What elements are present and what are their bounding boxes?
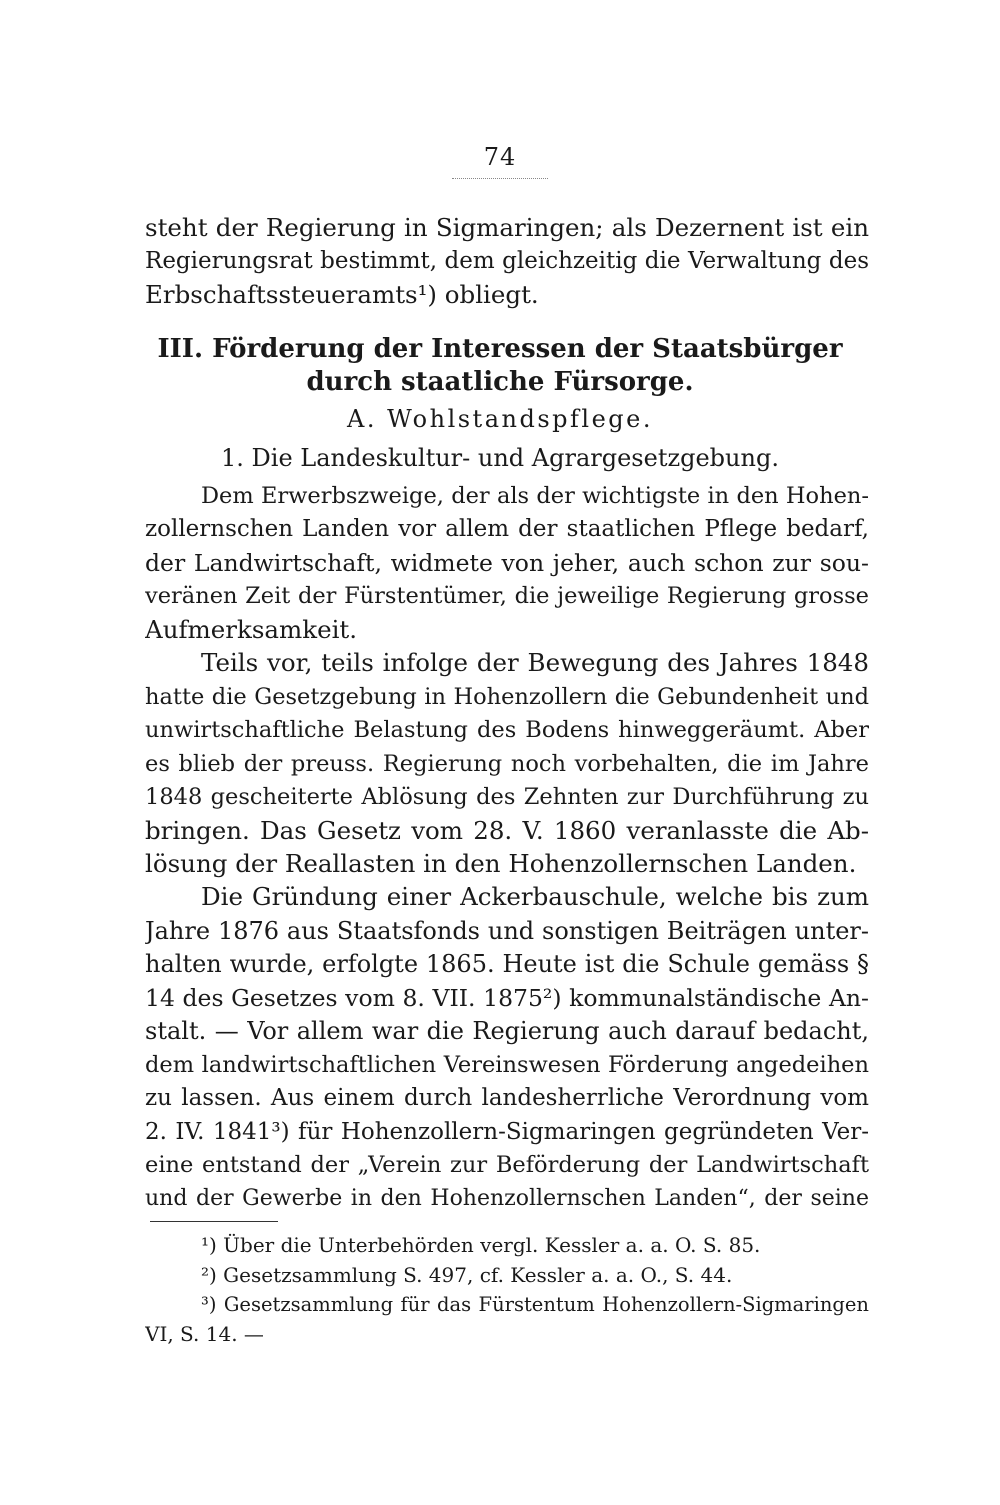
paragraph-2-line: 1848 gescheiterte Ablösung des Zehnten zur Durchführung zu (145, 784, 869, 810)
paragraph-3-line: dem landwirtschaftlichen Vereinswesen Förderung angedeihen (145, 1052, 869, 1078)
paragraph-2-line: hatte die Gesetzgebung in Hohenzollern die Gebundenheit und (145, 684, 869, 710)
paragraph-3-line: 14 des Gesetzes vom 8. VII. 1875²) kommunalständische An- (145, 984, 869, 1012)
intro-line: Erbschaftssteueramts¹) obliegt. (145, 280, 539, 309)
topic-heading: 1. Die Landeskultur- und Agrargesetzgebung. (221, 444, 779, 472)
paragraph-2-line: unwirtschaftliche Belastung des Bodens hinweggeräumt. Aber (145, 717, 869, 743)
footnote-divider (150, 1221, 278, 1222)
intro-line: Regierungsrat bestimmt, dem gleichzeitig die Verwaltung des (145, 248, 869, 274)
paragraph-2-line: bringen. Das Gesetz vom 28. V. 1860 veranlasste die Ab- (145, 816, 869, 845)
paragraph-1-line: der Landwirtschaft, widmete von jeher, auch schon zur sou- (145, 549, 869, 577)
paragraph-2-line: lösung der Reallasten in den Hohenzollernschen Landen. (145, 849, 857, 878)
footnote-3: ³) Gesetzsammlung für das Fürstentum Hohenzollern-Sigmaringen (201, 1293, 869, 1316)
paragraph-3-line: Jahre 1876 aus Staatsfonds und sonstigen Beiträgen unter- (145, 917, 869, 945)
paragraph-1-line: Dem Erwerbszweige, der als der wichtigste in den Hohen- (201, 483, 869, 509)
paragraph-3-line: eine entstand der „Verein zur Beförderung der Landwirtschaft (145, 1152, 869, 1178)
section-heading-line-1: III. Förderung der Interessen der Staatsbürger (157, 334, 843, 364)
footnote-2: ²) Gesetzsammlung S. 497, cf. Kessler a. a. O., S. 44. (201, 1263, 733, 1287)
paragraph-3-line: stalt. — Vor allem war die Regierung auch darauf bedacht, (145, 1017, 869, 1045)
paragraph-3-line: 2. IV. 1841³) für Hohenzollern-Sigmaringen gegründeten Ver- (145, 1119, 869, 1145)
page-number: 74 (483, 143, 517, 171)
paragraph-1-line: zollernschen Landen vor allem der staatlichen Pflege bedarf, (145, 516, 869, 542)
footnote-1: ¹) Über die Unterbehörden vergl. Kessler a. a. O. S. 85. (201, 1233, 761, 1257)
footnote-3-continuation: VI, S. 14. — (145, 1322, 264, 1346)
page-number-divider (452, 178, 548, 179)
paragraph-2-line: es blieb der preuss. Regierung noch vorbehalten, die im Jahre (145, 751, 869, 777)
paragraph-1-line: Aufmerksamkeit. (145, 615, 358, 644)
paragraph-2-line: Teils vor, teils infolge der Bewegung des Jahres 1848 (201, 648, 869, 677)
subsection-heading: A. Wohlstandspflege. (347, 405, 653, 433)
paragraph-3-line: halten wurde, erfolgte 1865. Heute ist die Schule gemäss § (145, 950, 869, 978)
paragraph-3-line: und der Gewerbe in den Hohenzollernschen Landen“, der seine (145, 1186, 869, 1211)
section-heading-line-2: durch staatliche Fürsorge. (306, 367, 694, 397)
intro-line: steht der Regierung in Sigmaringen; als Dezernent ist ein (145, 213, 869, 242)
paragraph-1-line: veränen Zeit der Fürstentümer, die jeweilige Regierung grosse (145, 583, 869, 609)
paragraph-3-line: zu lassen. Aus einem durch landesherrliche Verordnung vom (145, 1085, 869, 1111)
paragraph-3-line: Die Gründung einer Ackerbauschule, welche bis zum (201, 882, 869, 911)
